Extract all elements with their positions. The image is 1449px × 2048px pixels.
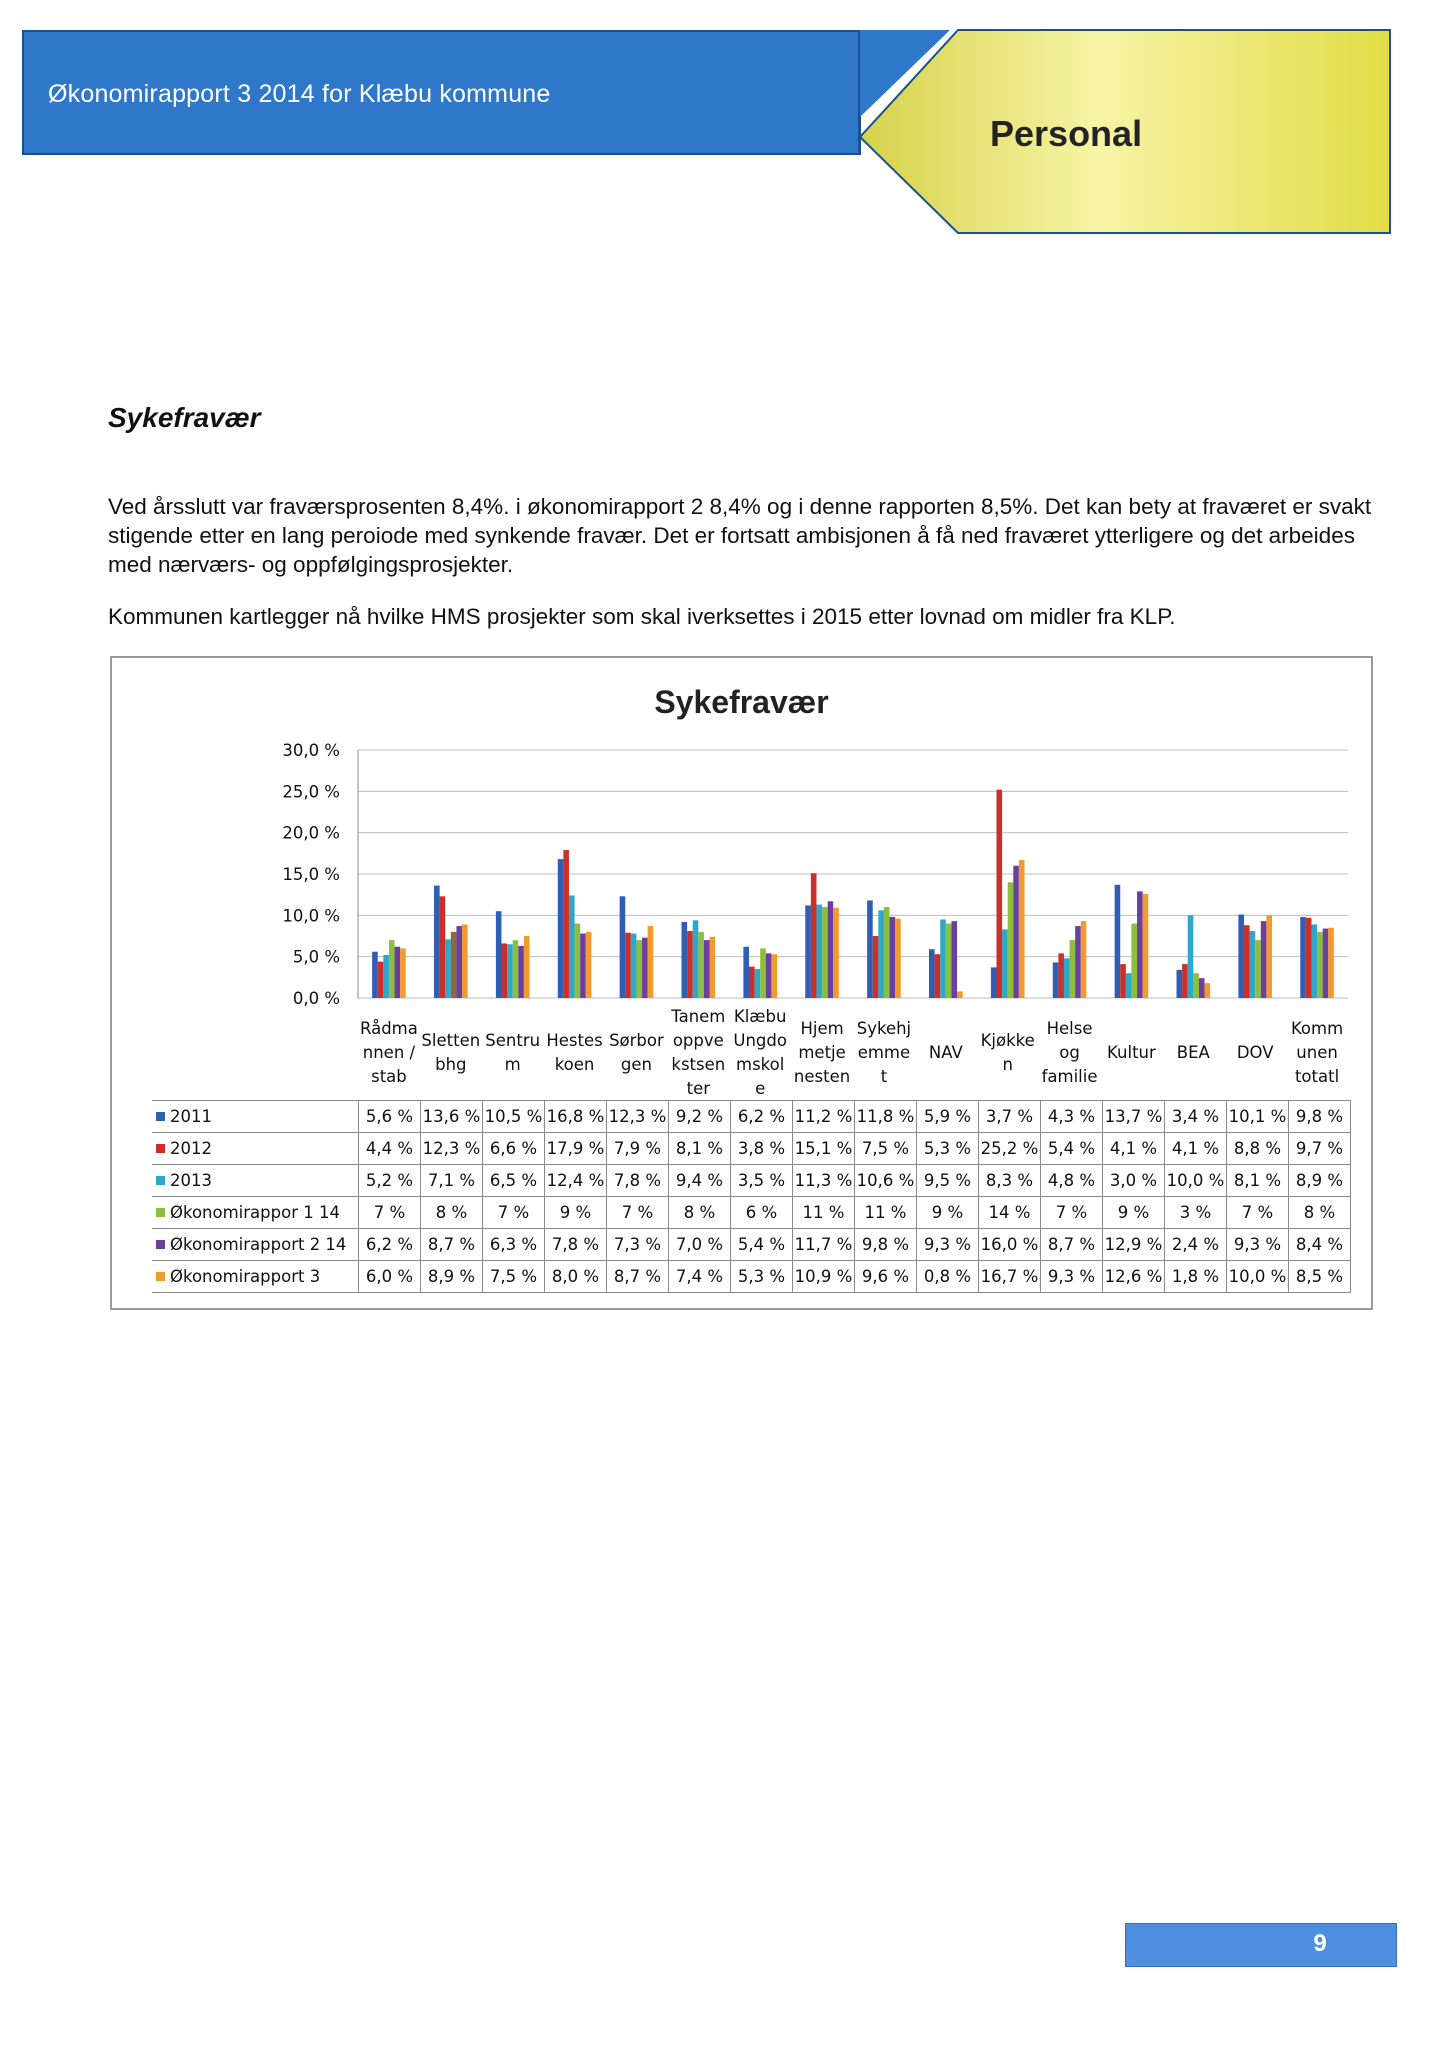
bar xyxy=(710,937,716,998)
bar xyxy=(518,946,524,998)
category-label-line: Sørbor xyxy=(609,1031,664,1050)
category-label xyxy=(791,1017,853,1089)
bar xyxy=(1013,866,1019,998)
bar xyxy=(1120,964,1126,998)
bar xyxy=(1064,958,1070,998)
legend-swatch xyxy=(156,1144,165,1153)
table-cell: 16,0 % xyxy=(979,1229,1041,1261)
table-cell: 7 % xyxy=(1041,1197,1103,1229)
category-label xyxy=(1224,1041,1286,1065)
bar xyxy=(586,932,592,998)
category-label xyxy=(358,1017,420,1089)
bar xyxy=(991,967,997,998)
table-cell: 8,4 % xyxy=(1289,1229,1351,1261)
paragraph: Ved årsslutt var fraværsprosenten 8,4%. i økonomirapport 2 8,4% og i denne rapporten 8,5%. Det kan bety at fraværet er svakt stigende etter en lang peroiode med synkende fravær. Det er fortsatt ambisjonen å få ned fraværet ytterligere og det arbeides med nærværs- og oppfølgingsprosjekter. xyxy=(108,494,1372,577)
table-cell: 11 % xyxy=(855,1197,917,1229)
bar xyxy=(1317,932,1323,998)
table-cell: 5,4 % xyxy=(1041,1133,1103,1165)
y-tick-label: 15,0 % xyxy=(282,865,340,884)
bar xyxy=(1115,885,1121,998)
page-number: 9 xyxy=(1313,1930,1327,1957)
page-number-bar xyxy=(1125,1923,1397,1967)
chart-title: Sykefravær xyxy=(654,684,829,720)
bar xyxy=(1199,978,1205,998)
table-cell: 16,7 % xyxy=(979,1261,1041,1293)
table-cell: 8 % xyxy=(1289,1197,1351,1229)
bar xyxy=(828,901,834,998)
bar xyxy=(1255,940,1261,998)
table-cell: 7,1 % xyxy=(421,1165,483,1197)
table-cell: 2,4 % xyxy=(1165,1229,1227,1261)
table-cell: 6,6 % xyxy=(483,1133,545,1165)
bar xyxy=(811,873,817,998)
bar xyxy=(569,895,575,998)
table-cell: 7 % xyxy=(483,1197,545,1229)
category-label-line: Sletten xyxy=(421,1031,481,1050)
table-cell: 12,3 % xyxy=(607,1101,669,1133)
legend-swatch xyxy=(156,1272,165,1281)
bar xyxy=(946,924,952,998)
table-cell: 3,5 % xyxy=(731,1165,793,1197)
bar xyxy=(1250,931,1256,998)
bar xyxy=(743,947,749,998)
table-row xyxy=(152,1229,1351,1261)
legend-entry xyxy=(152,1133,359,1165)
table-cell: 5,9 % xyxy=(917,1101,979,1133)
table-cell: 25,2 % xyxy=(979,1133,1041,1165)
category-label-line: bhg xyxy=(435,1055,467,1074)
table-cell: 7,4 % xyxy=(669,1261,731,1293)
category-label xyxy=(915,1041,977,1065)
bar xyxy=(1193,973,1199,998)
bar xyxy=(935,954,941,998)
report-title: Økonomirapport 3 2014 for Klæbu kommune xyxy=(48,80,551,108)
table-cell: 8,1 % xyxy=(1227,1165,1289,1197)
category-label-line: m xyxy=(504,1055,521,1074)
category-label-line: Rådma xyxy=(360,1019,418,1038)
table-cell: 12,9 % xyxy=(1103,1229,1165,1261)
bar xyxy=(1182,964,1188,998)
table-cell: 9 % xyxy=(917,1197,979,1229)
bar xyxy=(501,943,507,998)
category-label-line: nnen / xyxy=(362,1043,416,1062)
bar xyxy=(395,947,401,998)
table-cell: 3 % xyxy=(1165,1197,1227,1229)
bar xyxy=(766,953,772,998)
table-cell: 8,8 % xyxy=(1227,1133,1289,1165)
table-cell: 10,9 % xyxy=(793,1261,855,1293)
bar xyxy=(1143,894,1149,998)
bar xyxy=(642,938,648,998)
bar xyxy=(1188,915,1194,998)
category-label-line: mskol xyxy=(736,1055,785,1074)
legend-label: 2012 xyxy=(170,1139,212,1158)
table-cell: 8,0 % xyxy=(545,1261,607,1293)
legend-entry xyxy=(152,1165,359,1197)
bar xyxy=(620,896,626,998)
bar xyxy=(890,917,896,998)
legend-swatch xyxy=(156,1176,165,1185)
table-cell: 5,4 % xyxy=(731,1229,793,1261)
bar xyxy=(580,934,586,998)
category-label-line: Sentru xyxy=(485,1031,541,1050)
legend-entry xyxy=(152,1261,359,1293)
table-cell: 4,1 % xyxy=(1103,1133,1165,1165)
category-label-line: BEA xyxy=(1176,1043,1210,1062)
table-cell: 3,7 % xyxy=(979,1101,1041,1133)
bar xyxy=(563,850,569,998)
legend-swatch xyxy=(156,1240,165,1249)
table-cell: 7,3 % xyxy=(607,1229,669,1261)
bar xyxy=(951,921,957,998)
table-cell: 8,7 % xyxy=(607,1261,669,1293)
legend-label: 2013 xyxy=(170,1171,212,1190)
section-badge-label: Personal xyxy=(990,113,1143,154)
table-cell: 9,3 % xyxy=(1227,1229,1289,1261)
table-cell: 4,1 % xyxy=(1165,1133,1227,1165)
table-cell: 9 % xyxy=(545,1197,607,1229)
bar xyxy=(1070,940,1076,998)
category-label xyxy=(420,1029,482,1077)
bar xyxy=(1300,917,1306,998)
bar xyxy=(440,896,446,998)
category-label xyxy=(1039,1017,1101,1089)
category-label xyxy=(729,1005,791,1101)
table-cell: 7,5 % xyxy=(855,1133,917,1165)
table-cell: 12,3 % xyxy=(421,1133,483,1165)
category-label-line: koen xyxy=(554,1055,595,1074)
table-cell: 8 % xyxy=(669,1197,731,1229)
table-cell: 11,2 % xyxy=(793,1101,855,1133)
category-label xyxy=(853,1017,915,1089)
bar xyxy=(383,955,389,998)
legend-swatch xyxy=(156,1208,165,1217)
y-tick-label: 10,0 % xyxy=(282,906,340,926)
category-label-line: nesten xyxy=(793,1067,851,1086)
bar xyxy=(1311,924,1317,998)
table-cell: 9,2 % xyxy=(669,1101,731,1133)
category-label-line: NAV xyxy=(928,1043,963,1062)
bar xyxy=(878,910,884,998)
category-label-line: Kultur xyxy=(1107,1043,1156,1062)
table-cell: 3,0 % xyxy=(1103,1165,1165,1197)
bar xyxy=(496,911,502,998)
category-label-line: Ungdo xyxy=(733,1031,787,1050)
table-cell: 10,0 % xyxy=(1165,1165,1227,1197)
table-cell: 4,3 % xyxy=(1041,1101,1103,1133)
table-cell: 7 % xyxy=(1227,1197,1289,1229)
category-label-line: og xyxy=(1059,1043,1080,1062)
bar xyxy=(957,991,963,998)
bar xyxy=(631,934,637,998)
table-cell: 7,5 % xyxy=(483,1261,545,1293)
category-label-line: n xyxy=(1002,1055,1013,1074)
bar xyxy=(1053,962,1059,998)
category-label-line: DOV xyxy=(1236,1043,1274,1062)
bar xyxy=(1075,926,1081,998)
table-cell: 4,4 % xyxy=(359,1133,421,1165)
category-label-line: Hestes xyxy=(546,1031,603,1050)
legend-entry xyxy=(152,1229,359,1261)
category-label-line: totatl xyxy=(1294,1067,1340,1086)
bar xyxy=(1137,891,1143,998)
table-cell: 6,2 % xyxy=(359,1229,421,1261)
bar xyxy=(389,940,395,998)
y-tick-label: 30,0 % xyxy=(282,741,340,760)
bar xyxy=(456,926,462,998)
bar xyxy=(805,905,811,998)
bar xyxy=(372,952,378,998)
table-cell: 9 % xyxy=(1103,1197,1165,1229)
table-cell: 7 % xyxy=(359,1197,421,1229)
category-label-line: familie xyxy=(1041,1067,1098,1086)
y-tick-label: 0,0 % xyxy=(292,989,340,1008)
bar xyxy=(816,905,822,998)
table-cell: 9,3 % xyxy=(1041,1261,1103,1293)
y-tick-label: 5,0 % xyxy=(292,947,340,967)
category-label-line: Helse xyxy=(1046,1019,1093,1038)
table-cell: 7 % xyxy=(607,1197,669,1229)
table-cell: 6,3 % xyxy=(483,1229,545,1261)
bar xyxy=(1019,860,1025,998)
bar xyxy=(867,900,873,998)
category-label-line: Sykehj xyxy=(856,1019,912,1038)
table-cell: 6 % xyxy=(731,1197,793,1229)
bar xyxy=(895,919,901,998)
category-label-line: stab xyxy=(371,1067,407,1086)
table-cell: 8,3 % xyxy=(979,1165,1041,1197)
table-cell: 9,4 % xyxy=(669,1165,731,1197)
table-cell: 3,4 % xyxy=(1165,1101,1227,1133)
category-label-line: unen xyxy=(1296,1043,1338,1062)
paragraph: Kommunen kartlegger nå hvilke HMS prosjekter som skal iverksettes i 2015 etter lovnad om midler fra KLP. xyxy=(108,604,1176,629)
table-cell: 9,8 % xyxy=(1289,1101,1351,1133)
table-cell: 3,8 % xyxy=(731,1133,793,1165)
table-cell: 6,2 % xyxy=(731,1101,793,1133)
category-label-line: metje xyxy=(798,1043,846,1062)
table-cell: 14 % xyxy=(979,1197,1041,1229)
bar xyxy=(1081,921,1087,998)
table-cell: 8,9 % xyxy=(421,1261,483,1293)
bar xyxy=(575,924,581,998)
bar xyxy=(1261,921,1267,998)
bar xyxy=(1266,915,1272,998)
table-cell: 8,1 % xyxy=(669,1133,731,1165)
table-cell: 9,6 % xyxy=(855,1261,917,1293)
table-cell: 8,7 % xyxy=(421,1229,483,1261)
table-cell: 6,0 % xyxy=(359,1261,421,1293)
data-table xyxy=(152,1100,1351,1293)
table-cell: 9,7 % xyxy=(1289,1133,1351,1165)
bar xyxy=(1126,973,1132,998)
table-cell: 10,5 % xyxy=(483,1101,545,1133)
table-cell: 16,8 % xyxy=(545,1101,607,1133)
bar xyxy=(636,940,642,998)
table-cell: 9,8 % xyxy=(855,1229,917,1261)
legend-label: Økonomirapport 3 xyxy=(170,1267,321,1286)
table-cell: 12,4 % xyxy=(545,1165,607,1197)
y-tick-label: 25,0 % xyxy=(282,782,340,802)
table-cell: 11,7 % xyxy=(793,1229,855,1261)
category-label xyxy=(482,1029,544,1077)
bar xyxy=(524,936,530,998)
bar xyxy=(434,886,440,998)
section-title: Sykefravær xyxy=(108,402,261,433)
table-cell: 7,0 % xyxy=(669,1229,731,1261)
bar xyxy=(940,919,946,998)
table-cell: 13,7 % xyxy=(1103,1101,1165,1133)
category-label xyxy=(1162,1041,1224,1065)
table-cell: 11 % xyxy=(793,1197,855,1229)
table-cell: 4,8 % xyxy=(1041,1165,1103,1197)
bar xyxy=(929,949,935,998)
category-label xyxy=(605,1029,667,1077)
category-label-line: oppve xyxy=(672,1031,724,1050)
bar xyxy=(1238,915,1244,998)
table-cell: 10,6 % xyxy=(855,1165,917,1197)
table-cell: 9,5 % xyxy=(917,1165,979,1197)
bar xyxy=(760,948,766,998)
legend-entry xyxy=(152,1101,359,1133)
table-cell: 15,1 % xyxy=(793,1133,855,1165)
bar xyxy=(1002,929,1008,998)
bar xyxy=(445,939,451,998)
table-cell: 7,9 % xyxy=(607,1133,669,1165)
bar xyxy=(1131,924,1137,998)
legend-swatch xyxy=(156,1112,165,1121)
bar xyxy=(833,908,839,998)
category-label-line: e xyxy=(755,1079,766,1098)
category-label xyxy=(977,1029,1039,1077)
category-label-line: gen xyxy=(620,1055,652,1074)
table-cell: 5,3 % xyxy=(731,1261,793,1293)
legend-label: 2011 xyxy=(170,1107,212,1126)
bar xyxy=(687,931,693,998)
table-cell: 8,5 % xyxy=(1289,1261,1351,1293)
bar xyxy=(1205,983,1211,998)
bar xyxy=(1177,970,1183,998)
bar xyxy=(513,940,519,998)
bar xyxy=(698,932,704,998)
table-cell: 11,3 % xyxy=(793,1165,855,1197)
bar xyxy=(771,954,777,998)
bar xyxy=(507,944,513,998)
table-cell: 17,9 % xyxy=(545,1133,607,1165)
bar xyxy=(1244,925,1250,998)
table-cell: 8,7 % xyxy=(1041,1229,1103,1261)
bar xyxy=(682,922,688,998)
category-label xyxy=(544,1029,606,1077)
table-cell: 5,3 % xyxy=(917,1133,979,1165)
table-cell: 9,3 % xyxy=(917,1229,979,1261)
table-cell: 1,8 % xyxy=(1165,1261,1227,1293)
category-label-line: Kjøkke xyxy=(980,1031,1035,1050)
table-row xyxy=(152,1165,1351,1197)
table-cell: 0,8 % xyxy=(917,1261,979,1293)
bar xyxy=(996,790,1002,998)
bar xyxy=(558,859,564,998)
table-cell: 8 % xyxy=(421,1197,483,1229)
table-row xyxy=(152,1133,1351,1165)
category-label xyxy=(667,1005,729,1101)
legend-entry xyxy=(152,1197,359,1229)
category-label-line: Klæbu xyxy=(733,1007,787,1026)
bar xyxy=(625,933,631,998)
table-cell: 5,2 % xyxy=(359,1165,421,1197)
category-label-line: ter xyxy=(686,1079,711,1098)
bar xyxy=(873,936,879,998)
table-cell: 8,9 % xyxy=(1289,1165,1351,1197)
bar xyxy=(1323,929,1329,998)
table-cell: 10,0 % xyxy=(1227,1261,1289,1293)
category-label xyxy=(1100,1041,1162,1065)
bar xyxy=(462,924,468,998)
category-label xyxy=(1286,1017,1348,1089)
category-label-line: t xyxy=(880,1067,888,1086)
bar xyxy=(1306,918,1312,998)
table-cell: 12,6 % xyxy=(1103,1261,1165,1293)
legend-label: Økonomirapport 2 14 xyxy=(170,1235,347,1254)
category-label-line: Hjem xyxy=(800,1019,844,1038)
bar xyxy=(1058,953,1064,998)
bar xyxy=(400,948,406,998)
bar xyxy=(378,962,384,998)
y-tick-label: 20,0 % xyxy=(282,823,340,843)
table-cell: 6,5 % xyxy=(483,1165,545,1197)
category-label-line: Tanem xyxy=(671,1007,726,1026)
bar xyxy=(1008,882,1014,998)
table-row xyxy=(152,1261,1351,1293)
bar xyxy=(749,967,755,998)
table-cell: 7,8 % xyxy=(607,1165,669,1197)
bar xyxy=(822,907,828,998)
bar xyxy=(1328,928,1334,998)
table-cell: 13,6 % xyxy=(421,1101,483,1133)
bar xyxy=(693,920,699,998)
table-row xyxy=(152,1197,1351,1229)
bar xyxy=(884,907,890,998)
category-label-line: emme xyxy=(857,1043,911,1062)
table-cell: 11,8 % xyxy=(855,1101,917,1133)
table-row xyxy=(152,1101,1351,1133)
category-label-line: Komm xyxy=(1290,1019,1344,1038)
bar xyxy=(704,940,710,998)
bar xyxy=(451,932,457,998)
bar xyxy=(648,926,654,998)
table-cell: 5,6 % xyxy=(359,1101,421,1133)
category-label-line: kstsen xyxy=(671,1055,726,1074)
legend-label: Økonomirappor 1 14 xyxy=(170,1203,340,1222)
table-cell: 10,1 % xyxy=(1227,1101,1289,1133)
bar xyxy=(755,969,761,998)
table-cell: 7,8 % xyxy=(545,1229,607,1261)
